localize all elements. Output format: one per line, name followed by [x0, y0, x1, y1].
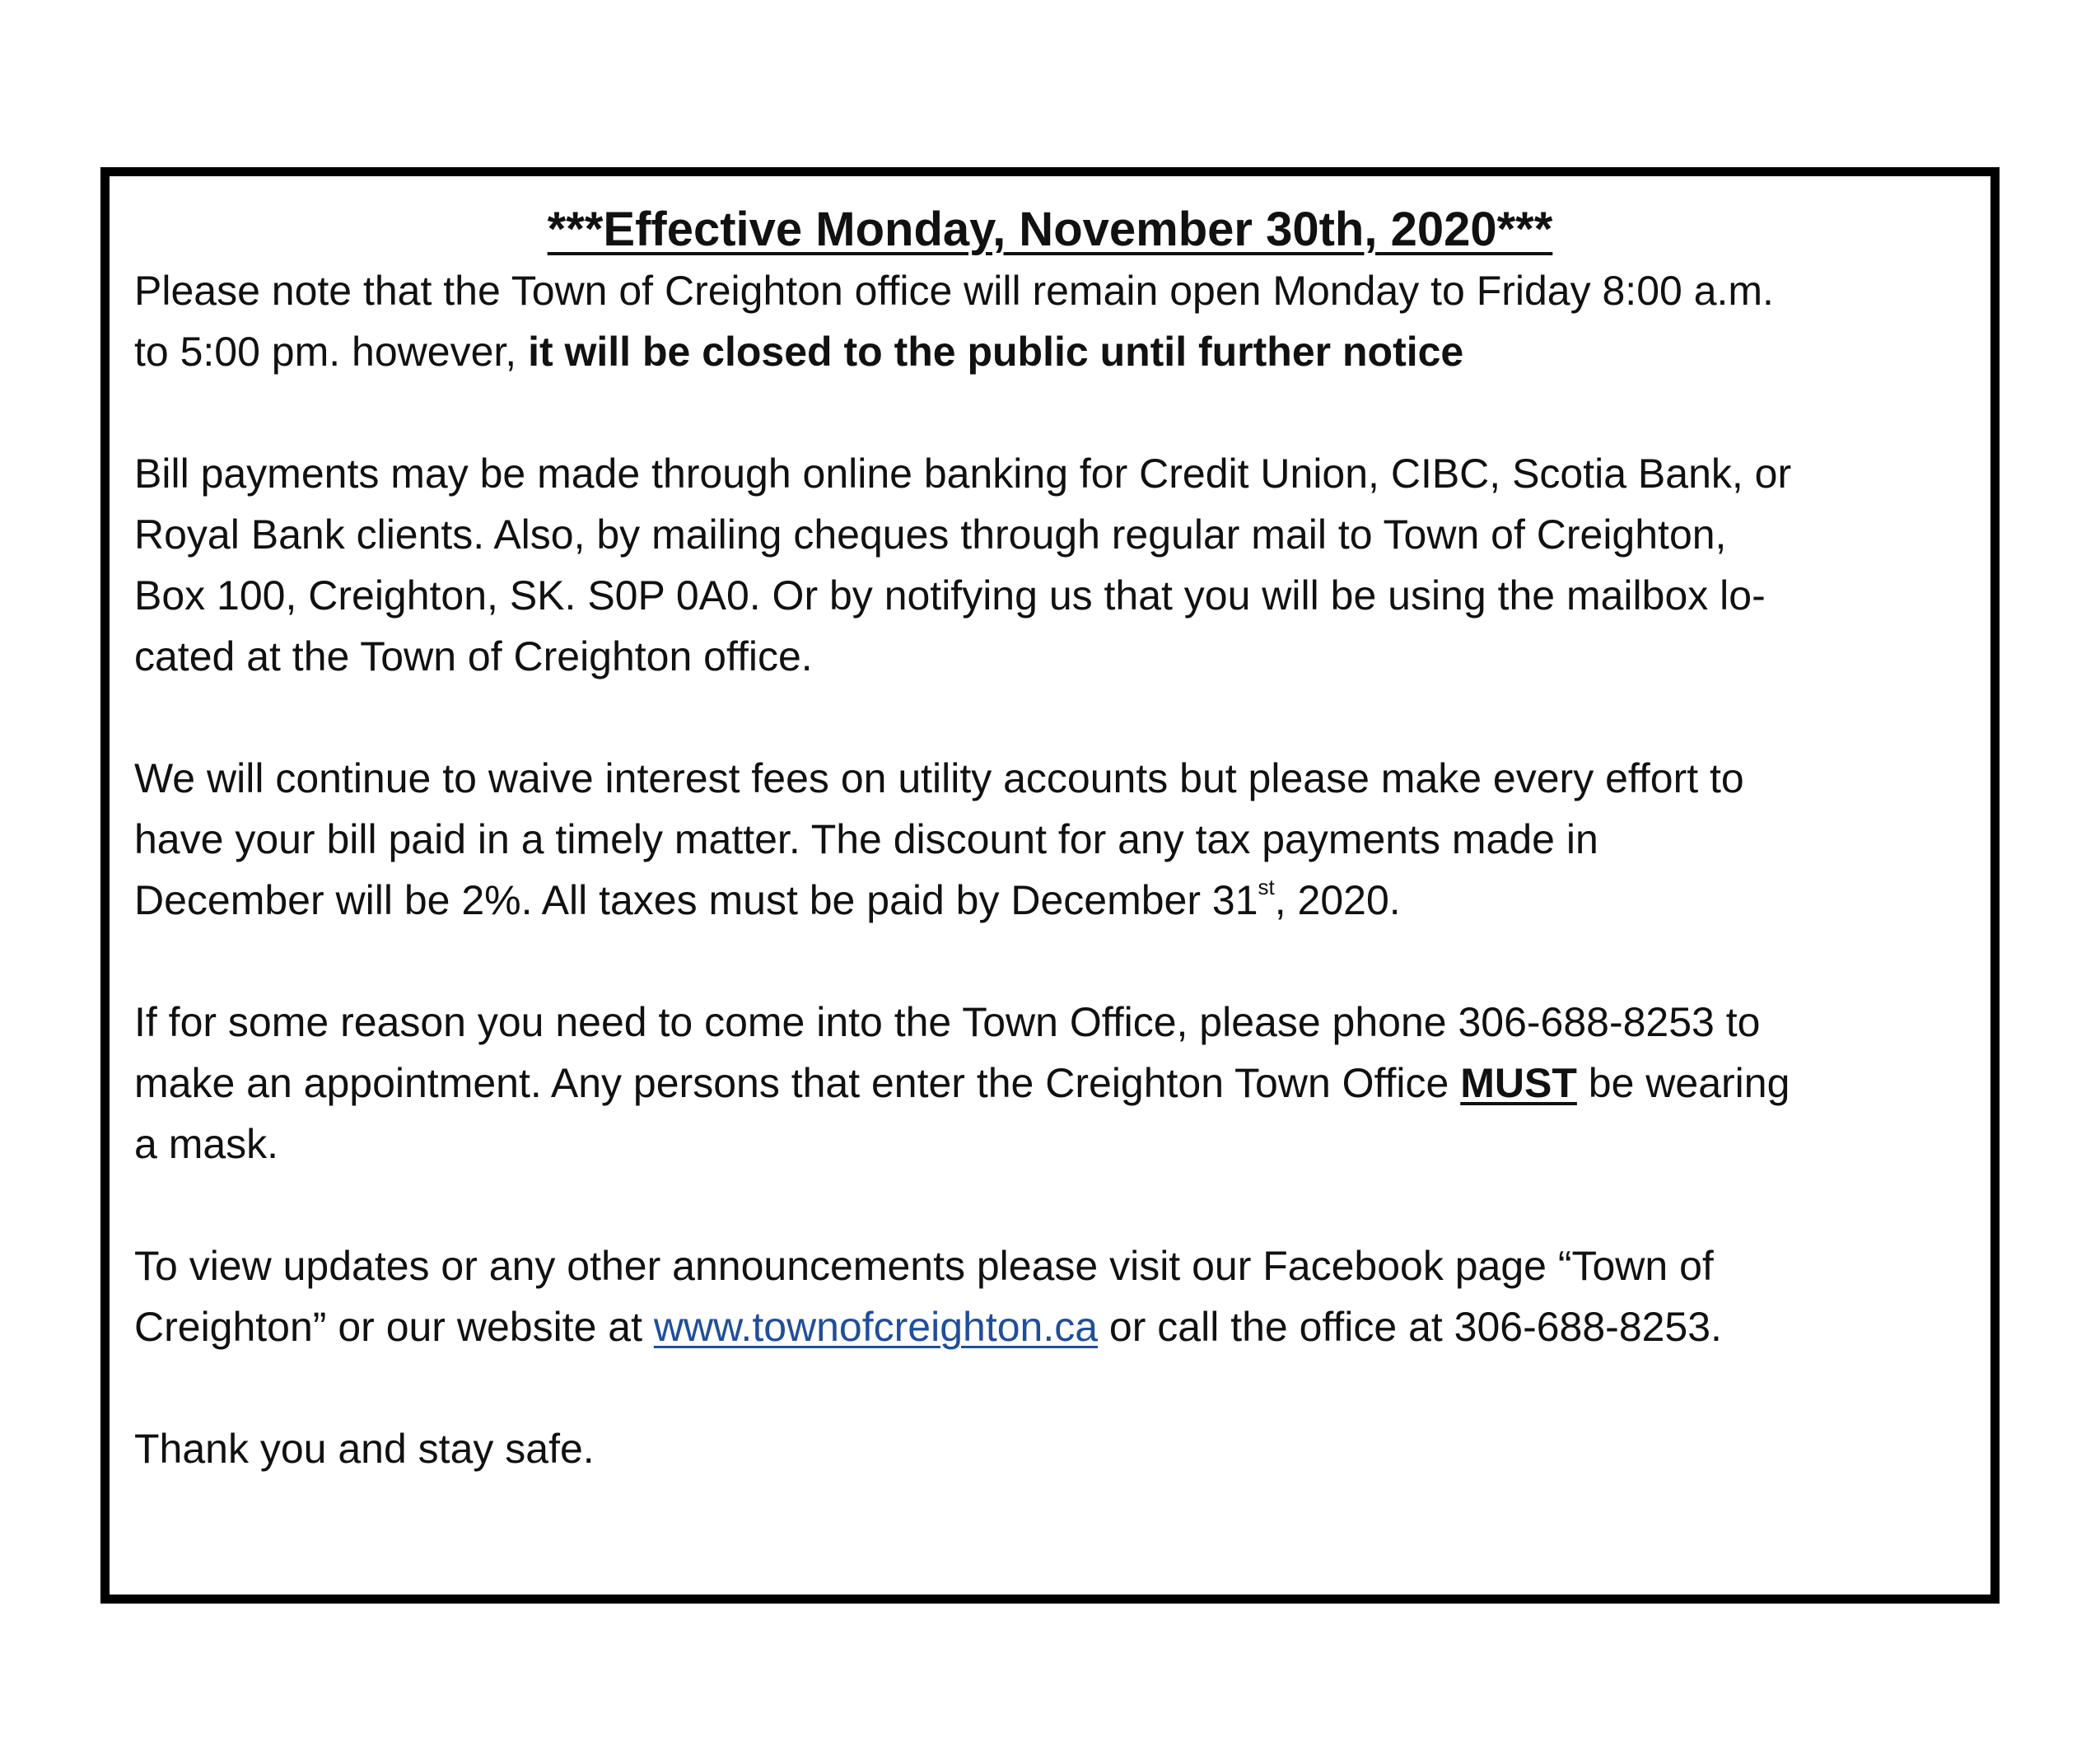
bill-line-3: Box 100, Creighton, SK. S0P 0A0. Or by notifying us that you will be using the mailbox lo-: [134, 572, 1766, 619]
appointment-line-2-text: make an appointment. Any persons that enter the Creighton Town Office: [134, 1060, 1461, 1106]
notice-content: [134, 199, 1966, 1540]
hours-line-2-text: to 5:00 pm. however,: [134, 329, 529, 375]
interest-line-1: We will continue to waive interest fees on utility accounts but please make every effort to: [134, 755, 1744, 801]
appointment-line-1: If for some reason you need to come into the Town Office, please phone 306-688-8253 to: [134, 999, 1761, 1045]
must-emphasis: MUST: [1460, 1060, 1577, 1106]
hours-line-1: Please note that the Town of Creighton office will remain open Monday to Friday 8:00 a.m.: [134, 268, 1774, 314]
ordinal-superscript: st: [1258, 875, 1275, 899]
appointment-line-2-suffix: be wearing: [1576, 1060, 1790, 1106]
appointment-line-3: a mask.: [134, 1121, 279, 1167]
bill-payments-paragraph: [134, 443, 1966, 687]
bill-line-2: Royal Bank clients. Also, by mailing cheques through regular mail to Town of Creighton,: [134, 511, 1727, 558]
bill-line-1: Bill payments may be made through online banking for Credit Union, CIBC, Scotia Bank, or: [134, 451, 1792, 497]
updates-paragraph: [134, 1235, 1966, 1357]
interest-fees-paragraph: [134, 748, 1966, 931]
interest-line-3-suffix: , 2020.: [1274, 877, 1401, 923]
appointment-paragraph: [134, 992, 1966, 1174]
bill-line-4: cated at the Town of Creighton office.: [134, 633, 813, 679]
updates-line-1: To view updates or any other announcements please visit our Facebook page “Town of: [134, 1243, 1714, 1289]
closing-paragraph: [134, 1418, 1966, 1479]
interest-line-2: have your bill paid in a timely matter. The discount for any tax payments made in: [134, 816, 1598, 862]
notice-title: [134, 199, 1966, 260]
updates-line-2: [134, 1296, 1966, 1357]
updates-line-2-suffix: or call the office at 306-688-8253.: [1098, 1304, 1722, 1350]
interest-line-3: [134, 870, 1966, 931]
appointment-line-2: [134, 1053, 1966, 1114]
hours-paragraph: [134, 260, 1966, 382]
notice-box: [100, 167, 2000, 1604]
notice-title-text: ***Effective Monday, November 30th, 2020***: [547, 203, 1553, 256]
closed-to-public-text: it will be closed to the public until further notice: [528, 329, 1464, 375]
hours-line-2: [134, 321, 1966, 382]
website-link[interactable]: www.townofcreighton.ca: [653, 1304, 1099, 1350]
interest-line-3-text: December will be 2%. All taxes must be paid by December 31: [134, 877, 1258, 923]
closing-line: Thank you and stay safe.: [134, 1426, 595, 1472]
updates-line-2-text: Creighton” or our website at: [134, 1304, 654, 1350]
